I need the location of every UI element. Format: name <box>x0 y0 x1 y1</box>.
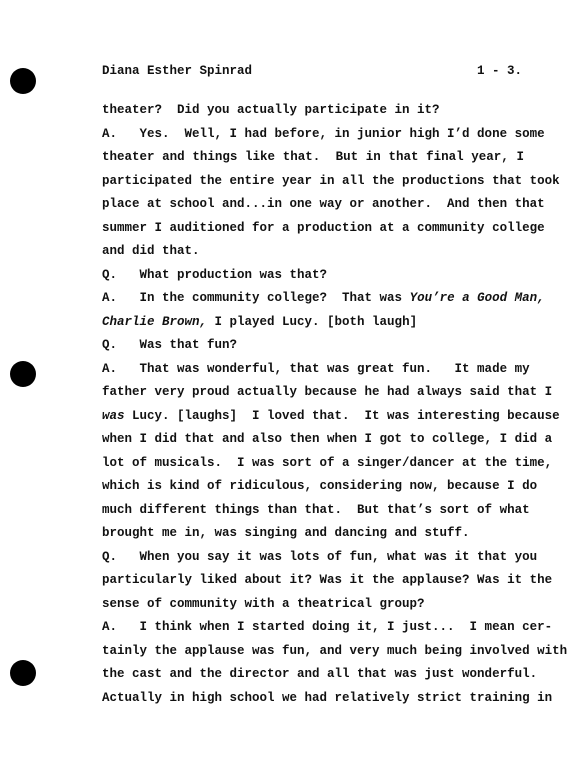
line-text: theater? Did you actually participate in it? <box>102 103 440 117</box>
transcript-line <box>102 381 553 405</box>
transcript-line <box>102 593 524 617</box>
line-text: theater and things like that. But in that final year, I <box>102 150 524 164</box>
interviewee-name: Diana Esther Spinrad <box>102 64 253 78</box>
transcript-line <box>102 146 524 170</box>
transcript-line <box>102 499 530 523</box>
line-text: which is kind of ridiculous, considering now, because I do <box>102 479 538 493</box>
line-text: the cast and the director and all that was just wonderful. <box>102 667 538 681</box>
transcript-line <box>102 358 530 382</box>
page-number: 1 - 3. <box>476 64 522 78</box>
binder-hole-top <box>10 68 36 94</box>
line-text: participated the entire year in all the productions that took <box>102 173 560 188</box>
line-text: and did that. <box>102 244 200 258</box>
line-text: summer I auditioned for a production at a community college <box>102 220 545 235</box>
line-text: A. In the community college? That was <box>102 291 410 305</box>
transcript-line <box>102 569 553 593</box>
transcript-body <box>102 99 568 710</box>
transcript-line <box>102 452 553 476</box>
transcript-line <box>102 240 524 264</box>
line-text: particularly liked about it? Was it the applause? Was it the <box>102 573 553 587</box>
transcript-line <box>102 311 524 335</box>
page-header <box>102 64 522 78</box>
line-text: A. I think when I started doing it, I just... I mean cer- <box>102 620 553 634</box>
transcript-line <box>102 99 524 123</box>
line-text: Q. Was that fun? <box>102 338 238 352</box>
line-text: A. Yes. Well, I had before, in junior high I’d done some <box>102 126 545 141</box>
line-text: tainly the applause was fun, and very much being involved with <box>102 643 568 658</box>
line-text: Q. When you say it was lots of fun, what was it that you <box>102 549 538 564</box>
binder-hole-middle <box>10 361 36 387</box>
line-text: brought me in, was singing and dancing and stuff. <box>102 526 470 540</box>
transcript-line <box>102 475 538 499</box>
italic-text: Charlie Brown, <box>102 314 208 329</box>
italic-text: You’re a Good Man, <box>409 291 545 305</box>
line-text: Lucy. [laughs] I loved that. It was interesting because <box>124 408 560 423</box>
transcript-line <box>102 428 553 452</box>
line-text: I played Lucy. [both laugh] <box>207 314 418 329</box>
transcript-line <box>102 640 568 664</box>
line-text: father very proud actually because he had always said that I <box>102 385 553 399</box>
binder-hole-bottom <box>10 660 36 686</box>
line-text: Q. What production was that? <box>102 267 328 282</box>
italic-text: was <box>102 408 125 423</box>
transcript-line <box>102 687 553 711</box>
transcript-line <box>102 522 524 546</box>
line-text: lot of musicals. I was sort of a singer/dancer at the time, <box>102 455 553 470</box>
transcript-line <box>102 334 524 358</box>
line-text: place at school and...in one way or another. And then that <box>102 197 545 211</box>
line-text: when I did that and also then when I got to college, I did a <box>102 432 553 446</box>
line-text: much different things than that. But that’s sort of what <box>102 502 530 517</box>
transcript-line <box>102 663 538 687</box>
transcript-line <box>102 123 545 147</box>
line-text: A. That was wonderful, that was great fun. It made my <box>102 361 530 376</box>
line-text: Actually in high school we had relatively strict training in <box>102 690 553 705</box>
transcript-line <box>102 287 545 311</box>
transcript-line <box>102 193 545 217</box>
line-text: sense of community with a theatrical group? <box>102 596 425 611</box>
transcript-line <box>102 546 538 570</box>
transcript-line <box>102 405 560 429</box>
transcript-line <box>102 616 553 640</box>
transcript-line <box>102 264 524 288</box>
transcript-line <box>102 170 560 194</box>
transcript-line <box>102 217 545 241</box>
